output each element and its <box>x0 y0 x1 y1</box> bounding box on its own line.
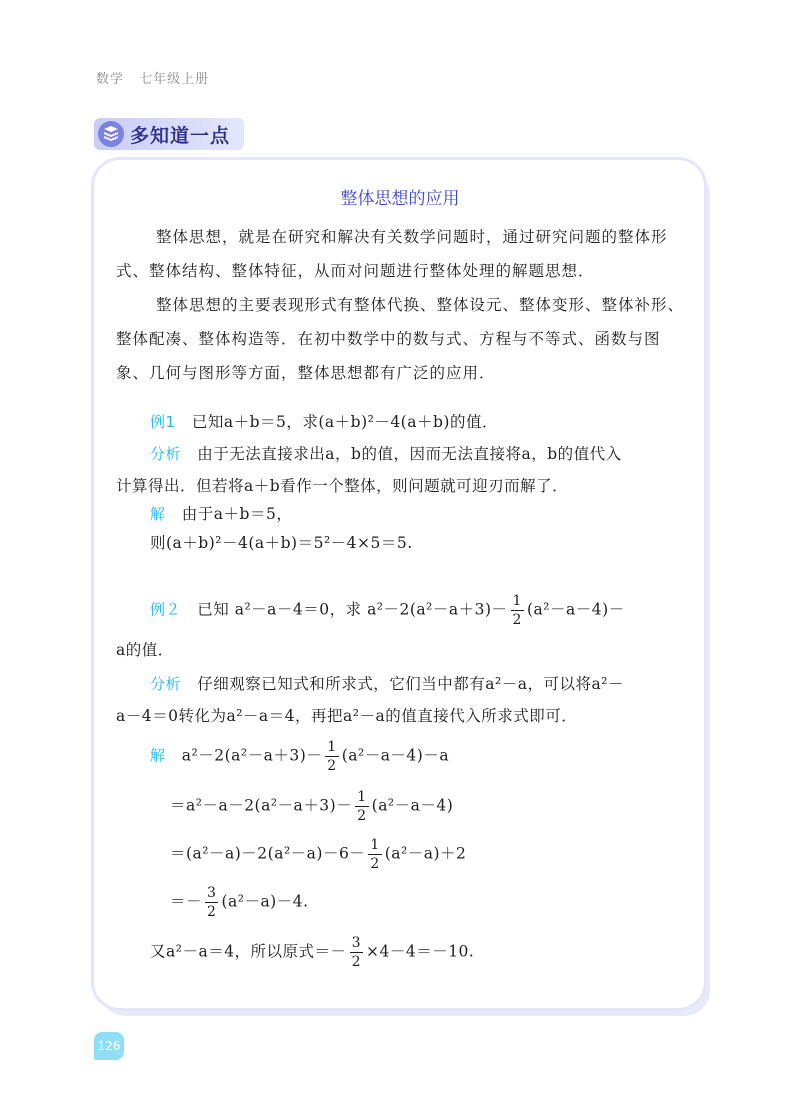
section-tag-label: 多知道一点 <box>130 125 231 147</box>
example2-label: 例２ <box>150 600 182 619</box>
fraction-one-half: $\frac{1}{2}$ <box>327 739 337 774</box>
step2-text-a: ＝a²－a－2(a²－a＋3)－ <box>170 796 353 815</box>
grade-label: 七年级上册 <box>139 72 210 87</box>
example2-solution-step1 <box>150 740 724 773</box>
fraction-three-halves: $\frac{3}{2}$ <box>207 885 217 920</box>
example2-analysis-label: 分析 <box>150 675 182 693</box>
step2-text-b: (a²－a－4) <box>371 796 454 815</box>
example1-analysis <box>150 442 724 464</box>
fraction-one-half: $\frac{1}{2}$ <box>370 837 380 872</box>
example2-analysis-text2: a－4＝0转化为a²－a＝4，再把a²－a的值直接代入所求式即可． <box>116 707 578 725</box>
section-tag <box>94 118 244 150</box>
example2-solution-step2 <box>170 790 744 823</box>
example2-problem <box>150 594 724 627</box>
example1-solution-text1: 由于a＋b＝5， <box>181 505 293 523</box>
example1-label: 例1 <box>150 413 176 431</box>
intro-paragraph-2: 整体思想的主要表现形式有整体代换、整体设元、整体变形、整体补形、整体配凑、整体构造等．在初中数学中的数与式、方程与不等式、函数与图象、几何与图形等方面，整体思想都有广泛的应用． <box>116 296 685 382</box>
example2-solution-label: 解 <box>150 746 166 765</box>
example2-solution-step4 <box>170 886 744 919</box>
example2-final <box>150 936 724 969</box>
step3-text-b: (a²－a)＋2 <box>384 844 467 863</box>
step1-text-b: (a²－a－4)－a <box>341 746 450 765</box>
running-header <box>96 68 219 87</box>
example2-problem-text-a: 已知 a²－a－4＝0，求 a²－2(a²－a＋3)－ <box>197 600 508 619</box>
step4-text-b: (a²－a)－4. <box>221 892 309 911</box>
step1-text-a: a²－2(a²－a＋3)－ <box>181 746 323 765</box>
example2-problem-text-b: (a²－a－4)－ <box>526 600 625 619</box>
example1-problem-text: 已知a＋b＝5，求(a＋b)²－4(a＋b)的值． <box>191 413 498 431</box>
step4-text-a: ＝－ <box>170 892 203 911</box>
page-number: 126 <box>94 1032 124 1060</box>
fraction-three-halves: $\frac{3}{2}$ <box>351 935 361 970</box>
article-title: 整体思想的应用 <box>340 189 460 209</box>
example1-analysis-text2: 计算得出．但若将a＋b看作一个整体，则问题就可迎刃而解了． <box>116 477 569 495</box>
example2-problem-line2: a的值． <box>116 641 174 659</box>
example1-solution-label: 解 <box>150 505 166 523</box>
book-stack-icon <box>98 121 124 147</box>
example2-solution-step3 <box>170 838 744 871</box>
example1-problem <box>150 410 724 432</box>
fraction-one-half: $\frac{1}{2}$ <box>512 593 522 628</box>
example1-solution-text2: 则(a＋b)²－4(a＋b)＝5²－4×5＝5. <box>150 534 413 552</box>
example1-solution <box>150 502 724 524</box>
example1-analysis-text1: 由于无法直接求出a，b的值，因而无法直接将a，b的值代入 <box>197 445 622 463</box>
example2-analysis <box>150 672 724 694</box>
subject-label: 数学 <box>96 72 125 87</box>
final-text-b: ×4－4＝－10. <box>365 942 475 961</box>
example1-analysis-label: 分析 <box>150 445 182 463</box>
fraction-one-half: $\frac{1}{2}$ <box>357 789 367 824</box>
intro-paragraph-1: 整体思想，就是在研究和解决有关数学问题时，通过研究问题的整体形式、整体结构、整体特征，从而对问题进行整体处理的解题思想． <box>116 228 668 280</box>
final-text-a: 又a²－a＝4，所以原式＝－ <box>150 942 347 961</box>
step3-text-a: ＝(a²－a)－2(a²－a)－6－ <box>170 844 366 863</box>
example2-analysis-text1: 仔细观察已知式和所求式，它们当中都有a²－a，可以将a²－ <box>197 675 624 693</box>
